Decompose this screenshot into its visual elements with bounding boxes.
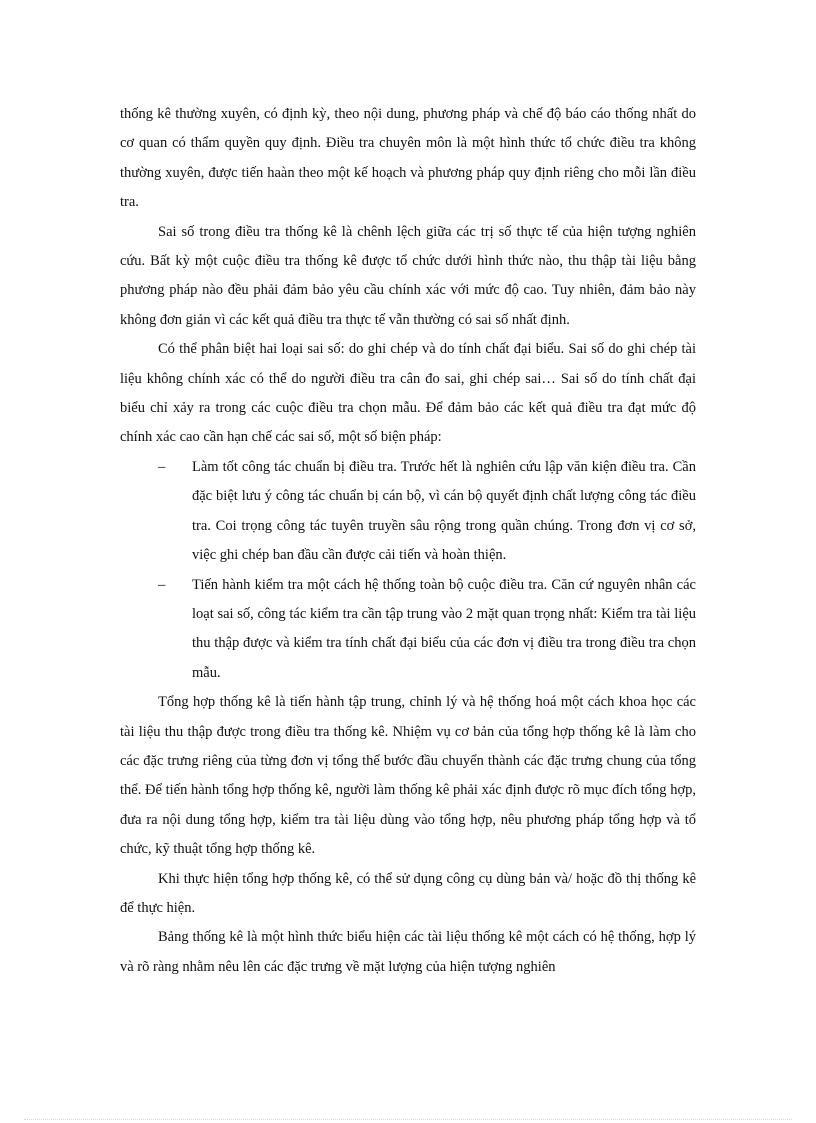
paragraph-survey-types: thống kê thường xuyên, có định kỳ, theo nội dung, phương pháp và chế độ báo cáo thống nhất do cơ quan có thẩm quyền quy định. Điều tra chuyên môn là một hình thức tổ chức điều tra không thường xuyên, được tiến haàn theo một kế hoạch và phương pháp quy định riêng cho mỗi lần điều tra. xyxy=(120,106,696,211)
paragraph-statistical-table: Bảng thống kê là một hình thức biểu hiện các tài liệu thống kê một cách có hệ thống, hợp lý và rõ ràng nhằm nêu lên các đặc trưng về mặt lượng của hiện tượng nghiên xyxy=(120,929,696,975)
list-item-preparation xyxy=(120,453,696,571)
page-bottom-divider xyxy=(24,1119,792,1120)
dash-marker: – xyxy=(158,458,166,475)
paragraph-sampling-error: Sai số trong điều tra thống kê là chênh lệch giữa các trị số thực tế của hiện tượng nghiên cứu. Bất kỳ một cuộc điều tra thống kê được tổ chức dưới hình thức nào, thu thập tài liệu bằng phương pháp nào đều phải đảm bảo yêu cầu chính xác với mức độ cao. Tuy nhiên, đảm bảo này không đơn giản vì các kết quả điều tra thực tế vẫn thường có sai số nhất định. xyxy=(120,223,696,328)
paragraph-error-types: Có thể phân biệt hai loại sai số: do ghi chép và do tính chất đại biểu. Sai số do ghi chép tài liệu không chính xác có thể do người điều tra cân đo sai, ghi chép sai… Sai số do tính chất đại biểu chỉ xảy ra trong các cuộc điều tra chọn mẫu. Để đảm bảo các kết quả điều tra đạt mức độ chính xác cao cần hạn chế các sai số, một số biện pháp: xyxy=(120,341,696,446)
list-item-text: Tiến hành kiểm tra một cách hệ thống toàn bộ cuộc điều tra. Căn cứ nguyên nhân các loạt sai số, công tác kiểm tra cần tập trung vào 2 mặt quan trọng nhất: Kiểm tra tài liệu thu thập được và kiểm tra tính chất đại biểu của các đơn vị điều tra trong điều tra chọn mẫu. xyxy=(192,576,696,681)
list-item-text: Làm tốt công tác chuẩn bị điều tra. Trước hết là nghiên cứu lập văn kiện điều tra. Cần đặc biệt lưu ý công tác chuẩn bị cán bộ, vì cán bộ quyết định chất lượng công tác điều tra. Coi trọng công tác tuyên truyền sâu rộng trong quần chúng. Trong đơn vị cơ sở, việc ghi chép ban đầu cần được cải tiến và hoàn thiện. xyxy=(192,458,696,564)
dash-marker: – xyxy=(158,576,166,593)
document-body xyxy=(120,100,696,982)
list-item-inspection xyxy=(120,571,696,689)
paragraph-tools: Khi thực hiện tổng hợp thống kê, có thể sử dụng công cụ dùng bản và/ hoặc đồ thị thống kê để thực hiện. xyxy=(120,870,696,916)
paragraph-aggregation: Tổng hợp thống kê là tiến hành tập trung, chỉnh lý và hệ thống hoá một cách khoa học các tài liệu thu thập được trong điều tra thống kê. Nhiệm vụ cơ bản của tổng hợp thống kê là làm cho các đặc trưng riêng của từng đơn vị tổng thể bước đầu chuyển thành các đặc trưng chung của tổng thể. Để tiến hành tổng hợp thống kê, người làm thống kê phải xác định được rõ mục đích tổng hợp, đưa ra nội dung tổng hợp, kiểm tra tài liệu dùng vào tổng hợp, nêu phương pháp tổng hợp và tổ chức, kỹ thuật tổng hợp thống kê. xyxy=(120,694,696,858)
